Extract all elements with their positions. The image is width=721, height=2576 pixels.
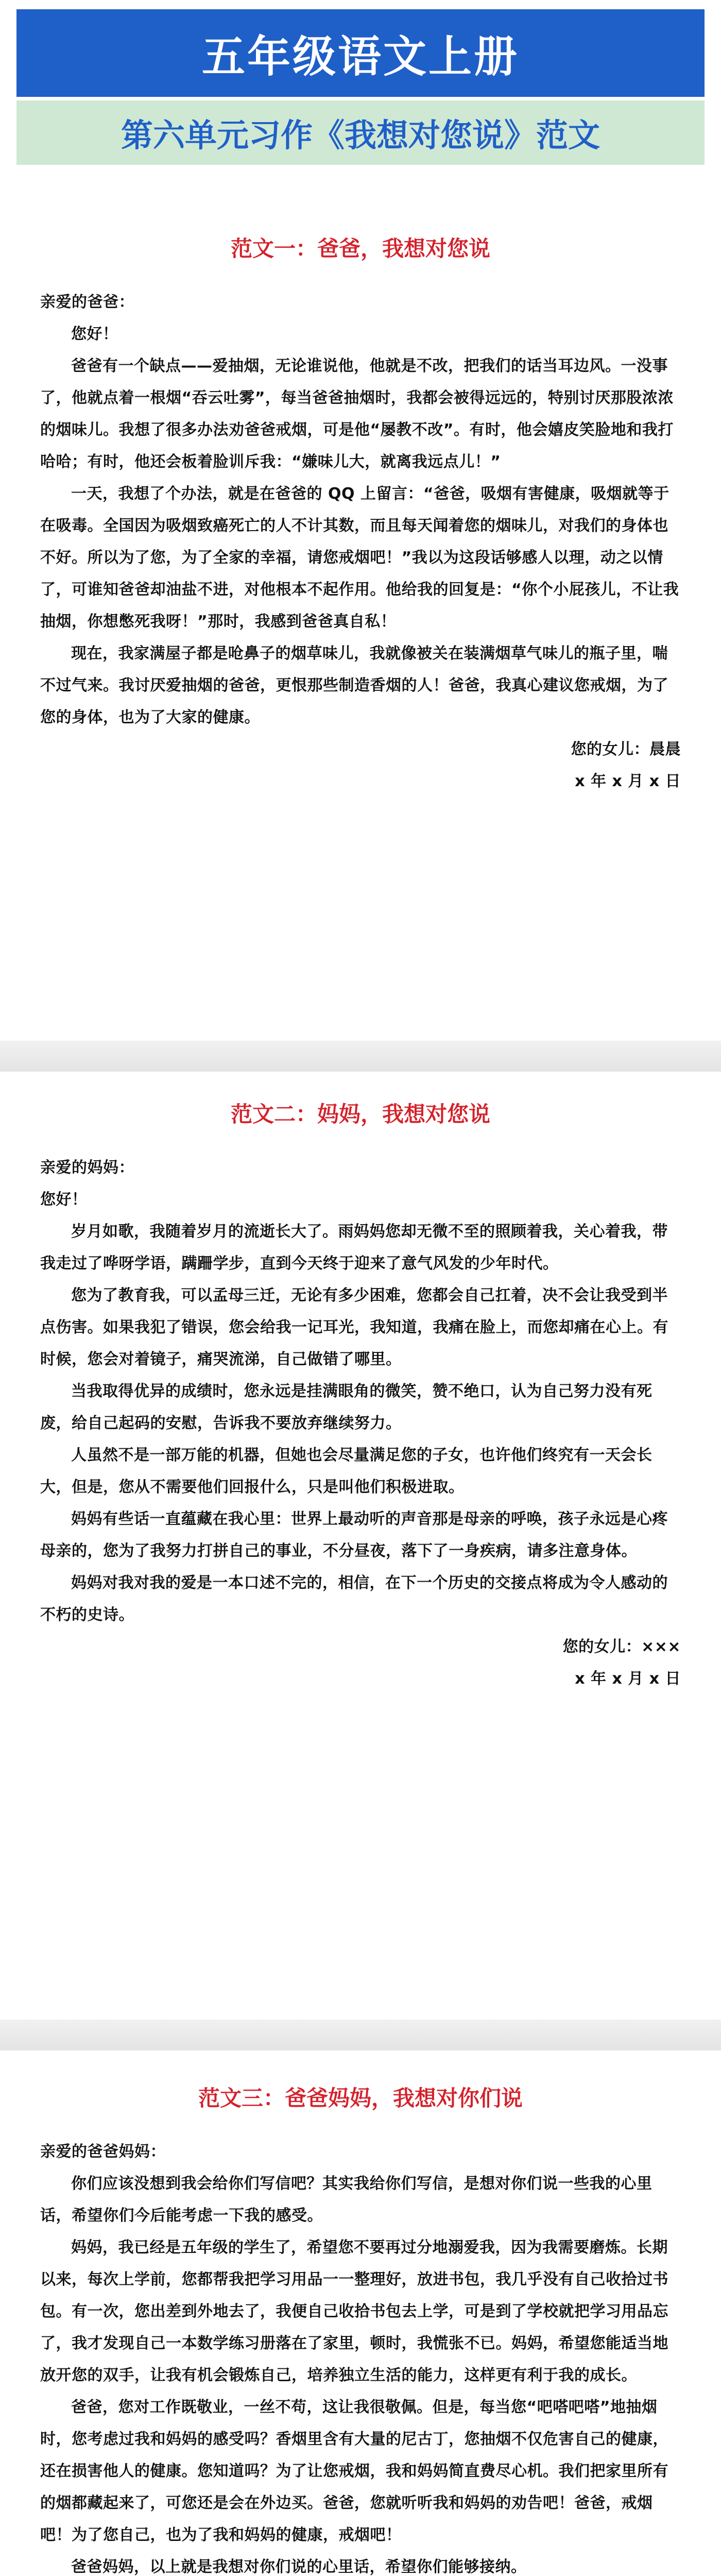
paragraph: 您为了教育我，可以孟母三迁，无论有多少困难，您都会自己扛着，决不会让我受到半点伤害。如果我犯了错误，您会给我一记耳光，我知道，我痛在脸上，而您却痛在心上。有时候，您会对着镜子，痛哭流涕，自己做错了哪里。: [40, 1286, 668, 1368]
paragraph: 你们应该没想到我会给你们写信吧？其实我给你们写信，是想对你们说一些我的心里话，希望你们今后能考虑一下我的感受。: [40, 2175, 653, 2225]
section-separator: [0, 1041, 721, 1072]
paragraph: 爸爸妈妈，以上就是我想对你们说的心里话，希望你们能够接纳。: [71, 2558, 527, 2576]
paragraph: 爸爸，您对工作既敬业，一丝不苟，这让我很敬佩。但是，每当您“吧嗒吧嗒”地抽烟时，您考虑过我和妈妈的感受吗？香烟里含有大量的尼古丁，您抽烟不仅危害自己的健康，还在损害他人的健康。您知道吗？为了让您戒烟，我和妈妈简直费尽心机。我们把家里所有的烟都藏起来了，可您还是会在外边买。爸爸，您就听听我和妈妈的劝告吧！爸爸，戒烟吧！为了您自己，也为了我和妈妈的健康，戒烟吧！: [40, 2398, 668, 2544]
salutation: 亲爱的爸爸妈妈：: [40, 2143, 166, 2161]
paragraph: 妈妈对我对我的爱是一本口述不完的，相信，在下一个历史的交接点将成为令人感动的不朽的史诗。: [40, 1574, 668, 1624]
essay-heading: 范文一：爸爸，我想对您说: [230, 236, 490, 261]
salutation: 亲爱的妈妈：: [40, 1159, 134, 1177]
page-title: 五年级语文上册: [201, 31, 519, 82]
greeting: 您好！: [40, 1191, 88, 1209]
salutation: 亲爱的爸爸：: [40, 293, 134, 311]
paragraph: 妈妈，我已经是五年级的学生了，希望您不要再过分地溺爱我，因为我需要磨炼。长期以来，每次上学前，您都帮我把学习用品一一整理好，放进书包，我几乎没有自己收拾过书包。有一次，您出差到外地去了，我便自己收拾书包去上学，可是到了学校就把学习用品忘了，我才发现自己一本数学练习册落在了家里，顿时，我慌张不已。妈妈，希望您能适当地放开您的双手，让我有机会锻炼自己，培养独立生活的能力，这样更有利于我的成长。: [40, 2239, 668, 2384]
paragraph: 岁月如歌，我随着岁月的流逝长大了。雨妈妈您却无微不至的照顾着我，关心着我，带我走过了哗呀学语，蹒跚学步，直到今天终于迎来了意气风发的少年时代。: [40, 1223, 668, 1273]
signature: 您的女儿：×××: [562, 1638, 681, 1656]
paragraph: 人虽然不是一部万能的机器，但她也会尽量满足您的子女，也许他们终究有一天会长大，但是，您从不需要他们回报什么，只是叫他们积极进取。: [40, 1446, 653, 1496]
page-subtitle: 第六单元习作《我想对您说》范文: [121, 116, 600, 154]
date: x 年 x 月 x 日: [575, 1670, 681, 1688]
greeting: 您好！: [71, 325, 118, 343]
paragraph: 现在，我家满屋子都是呛鼻子的烟草味儿，我就像被关在装满烟草气味儿的瓶子里，喘不过气来。我讨厌爱抽烟的爸爸，更恨那些制造香烟的人！爸爸，我真心建议您戒烟，为了您的身体，也为了大家的健康。: [40, 645, 668, 726]
title-banner: [16, 9, 705, 97]
paragraph: 爸爸有一个缺点——爱抽烟，无论谁说他，他就是不改，把我们的话当耳边风。一没事了，他就点着一根烟“吞云吐雾”，每当爸爸抽烟时，我都会被得远远的，特别讨厌那股浓浓的烟味儿。我想了很多办法劝爸爸戒烟，可是他“屡教不改”。有时，他会嬉皮笑脸地和我打哈哈；有时，他还会板着脸训斥我：“嫌味儿大，就离我远点儿！”: [40, 357, 674, 471]
essay-2: [40, 1097, 681, 1695]
paragraph: 妈妈有些话一直蕴藏在我心里：世界上最动听的声音那是母亲的呼唤，孩子永远是心疼母亲的，您为了我努力打拼自己的事业，不分昼夜，落下了一身疾病，请多注意身体。: [40, 1510, 668, 1560]
paragraph: 当我取得优异的成绩时，您永远是挂满眼角的微笑，赞不绝口，认为自己努力没有死废，给自己起码的安慰，告诉我不要放弃继续努力。: [40, 1382, 653, 1432]
essay-heading: 范文二：妈妈，我想对您说: [230, 1101, 490, 1127]
paragraph: 一天，我想了个办法，就是在爸爸的 QQ 上留言：“爸爸，吸烟有害健康，吸烟就等于在吸毒。全国因为吸烟致癌死亡的人不计其数，而且每天闻着您的烟味儿，对我们的身体也不好。所以为了您，为了全家的幸福，请您戒烟吧！”我以为这段话够感人以理，动之以情了，可谁知爸爸却油盐不进，对他根本不起作用。他给我的回复是：“你个小屁孩儿，不让我抽烟，你想憋死我呀！”那时，我感到爸爸真自私！: [40, 485, 679, 631]
subtitle-banner: [16, 100, 705, 165]
essay-1: [40, 232, 681, 798]
date: x 年 x 月 x 日: [575, 772, 681, 790]
essay-3: [40, 2081, 681, 2576]
signature: 您的女儿：晨晨: [571, 740, 681, 758]
essay-heading: 范文三：爸爸妈妈，我想对你们说: [198, 2086, 523, 2111]
section-separator: [0, 2020, 721, 2050]
